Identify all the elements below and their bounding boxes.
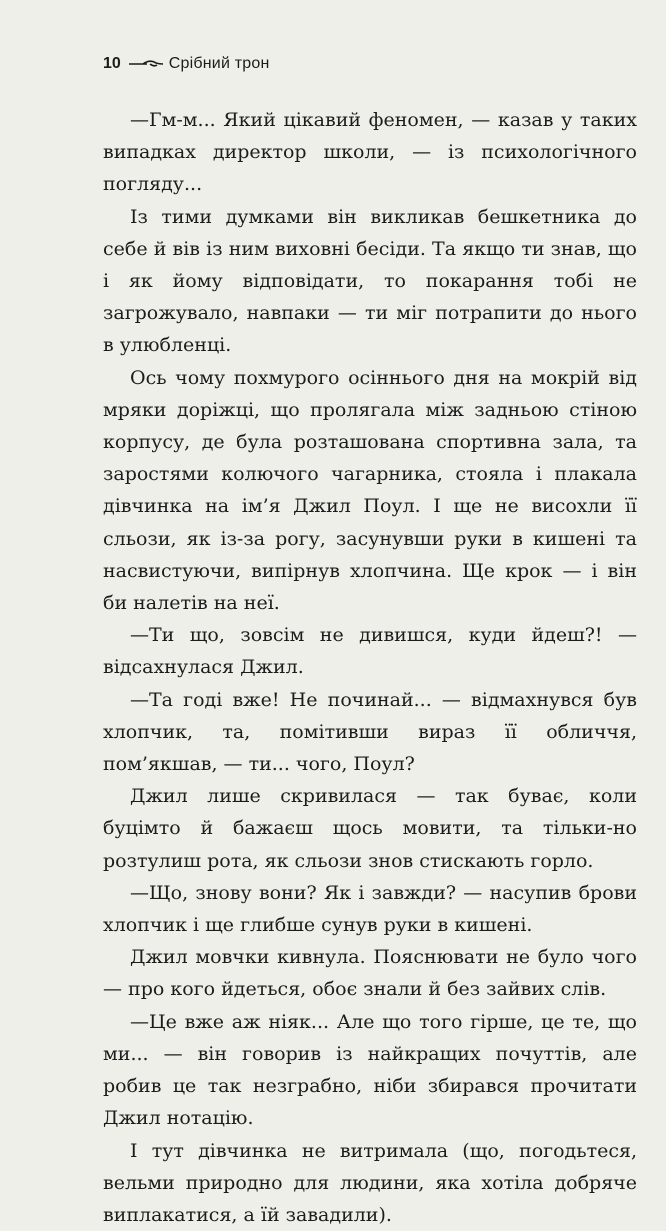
dash-ornament-icon	[129, 59, 163, 69]
running-head	[103, 55, 270, 73]
paragraph: Джил лише скривилася — так буває, коли буцімто й бажаєш щось мовити, та тільки-но розтулиш рота, як сльози знов стискають горло.	[103, 780, 637, 877]
paragraph: —Гм-м... Який цікавий феномен, — казав у таких випадках директор школи, — із психологічного погляду...	[103, 104, 637, 201]
paragraph: І тут дівчинка не витримала (що, погодьтеся, вельми природно для людини, яка хотіла добряче виплакатися, а їй завадили).	[103, 1135, 637, 1231]
paragraph: Із тими думками він викликав бешкетника до себе й вів із ним виховні бесіди. Та якщо ти знав, що і як йому відповідати, то покарання тобі не загрожувало, навпаки — ти міг потрапити до нього в улюбленці.	[103, 201, 637, 362]
book-title: Срібний трон	[169, 55, 270, 73]
body-text	[103, 104, 637, 1231]
paragraph: —Та годі вже! Не починай... — відмахнувся був хлопчик, та, помітивши вираз її обличчя, пом’якшав, — ти... чого, Поул?	[103, 684, 637, 781]
paragraph: —Що, знову вони? Як і завжди? — насупив брови хлопчик і ще глибше сунув руки в кишені.	[103, 877, 637, 941]
paragraph: Джил мовчки кивнула. Пояснювати не було чого — про кого йдеться, обоє знали й без зайвих слів.	[103, 941, 637, 1005]
page-number: 10	[103, 55, 121, 73]
paragraph: —Це вже аж ніяк... Але що того гірше, це те, що ми... — він говорив із найкращих почуттів, але робив це так незграбно, ніби збирався прочитати Джил нотацію.	[103, 1006, 637, 1135]
paragraph: Ось чому похмурого осіннього дня на мокрій від мряки доріжці, що пролягала між задньою стіною корпусу, де була розташована спортивна зала, та заростями колючого чагарника, стояла і плакала дівчинка на ім’я Джил Поул. І ще не висохли її сльози, як із-за рогу, засунувши руки в кишені та насвистуючи, випірнув хлопчина. Ще крок — і він би налетів на неї.	[103, 362, 637, 620]
paragraph: —Ти що, зовсім не дивишся, куди йдеш?! — відсахнулася Джил.	[103, 619, 637, 683]
